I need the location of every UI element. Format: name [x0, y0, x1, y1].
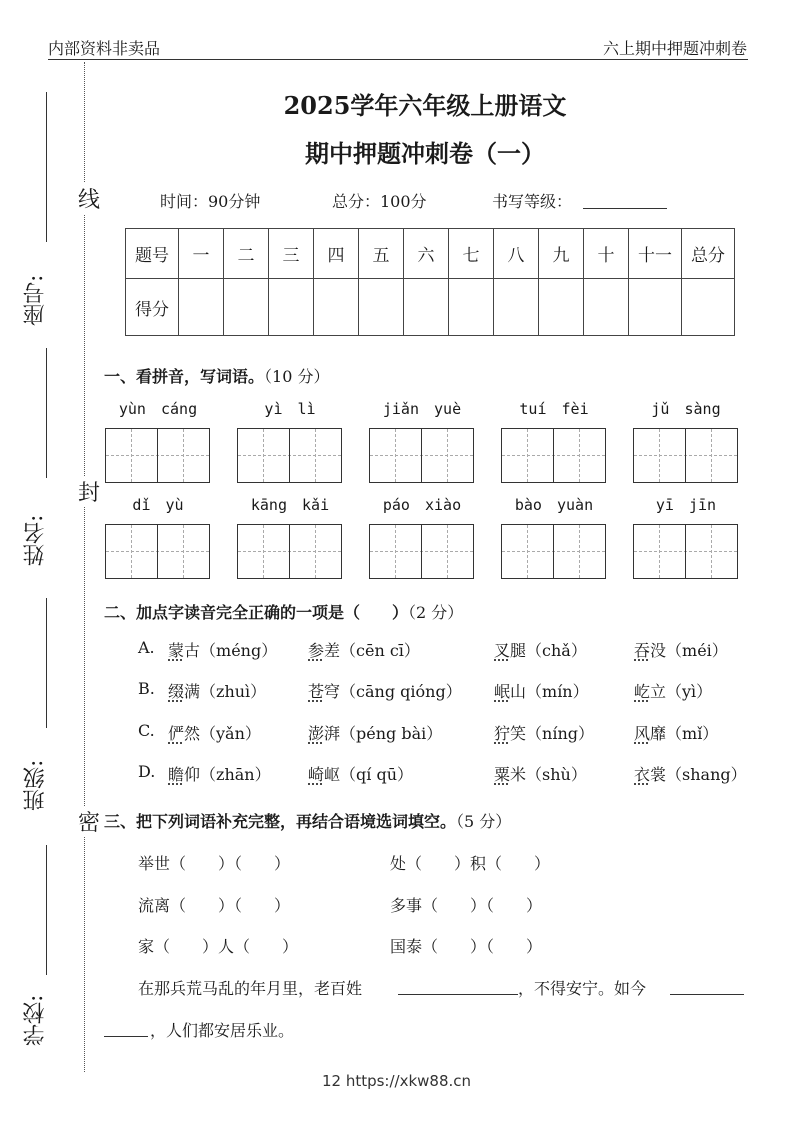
binding-line	[46, 598, 47, 728]
class-label: 班级:	[23, 759, 48, 811]
table-cell: 二	[224, 229, 269, 279]
option-item: 粟米（shù）	[494, 765, 587, 784]
option-item: 吞没（méi）	[634, 641, 728, 660]
table-cell: 三	[269, 229, 314, 279]
school-label: 学校:	[23, 994, 48, 1046]
table-cell: 九	[539, 229, 584, 279]
option-item: 俨然（yǎn）	[168, 724, 261, 743]
table-cell: 八	[494, 229, 539, 279]
idiom-fill-item[interactable]: 举世（ ）（ ）	[138, 854, 291, 873]
pinyin-label: yùn cáng	[118, 400, 198, 418]
section-2-title: 二、加点字读音完全正确的一项是（ ）（2 分）	[104, 603, 464, 622]
table-cell: 七	[449, 229, 494, 279]
score-cell[interactable]	[314, 279, 359, 336]
writing-grid[interactable]	[105, 428, 210, 483]
option-item: 衣裳（shang）	[634, 765, 747, 784]
writing-grid[interactable]	[237, 428, 342, 483]
score-cell[interactable]	[629, 279, 682, 336]
seal-char-mi: 密	[77, 806, 101, 837]
table-cell: 五	[359, 229, 404, 279]
table-cell: 十	[584, 229, 629, 279]
pinyin-label: jiǎn yuè	[382, 400, 462, 418]
title-line-1: 2025学年六年级上册语文	[283, 91, 567, 120]
pinyin-label: jǔ sàng	[651, 400, 721, 418]
writing-grid[interactable]	[237, 524, 342, 579]
context-sentence-part-1: 在那兵荒马乱的年月里，老百姓	[138, 979, 363, 998]
table-cell: 得分	[126, 279, 179, 336]
pinyin-label: páo xiào	[382, 496, 462, 514]
score-cell[interactable]	[359, 279, 404, 336]
writing-grid[interactable]	[105, 524, 210, 579]
writing-grid[interactable]	[633, 524, 738, 579]
score-cell[interactable]	[224, 279, 269, 336]
writing-grid[interactable]	[501, 524, 606, 579]
idiom-fill-item[interactable]: 处（ ）积（ ）	[390, 854, 551, 873]
score-cell[interactable]	[584, 279, 629, 336]
score-cell[interactable]	[179, 279, 224, 336]
table-cell: 题号	[126, 229, 179, 279]
score-cell[interactable]	[539, 279, 584, 336]
score-table	[125, 228, 735, 336]
pinyin-label: yī jīn	[655, 496, 717, 514]
binding-line	[46, 845, 47, 975]
writing-grid[interactable]	[501, 428, 606, 483]
table-cell: 一	[179, 229, 224, 279]
table-cell: 总分	[682, 229, 735, 279]
option-item: 澎湃（péng bài）	[308, 724, 443, 743]
score-cell[interactable]	[494, 279, 539, 336]
option-item: 岷山（mín）	[494, 682, 589, 701]
header-right: 六上期中押题冲刺卷	[602, 39, 747, 58]
score-cell[interactable]	[449, 279, 494, 336]
idiom-fill-item[interactable]: 流离（ ）（ ）	[138, 896, 291, 915]
fill-blank[interactable]	[398, 976, 518, 995]
score-table-score-row	[126, 279, 735, 336]
pinyin-label: tuí fèi	[519, 400, 589, 418]
option-item: 缀满（zhuì）	[168, 682, 267, 701]
option-item: 叉腿（chǎ）	[494, 641, 587, 660]
option-item: 参差（cēn cī）	[308, 641, 420, 660]
seat-number-label: 座号:	[23, 274, 48, 326]
idiom-fill-item[interactable]: 家（ ）人（ ）	[138, 937, 299, 956]
table-cell: 十一	[629, 229, 682, 279]
header-left: 内部资料非卖品	[48, 39, 161, 58]
writing-grid[interactable]	[633, 428, 738, 483]
fill-blank[interactable]	[670, 976, 744, 995]
fill-blank[interactable]	[104, 1018, 148, 1037]
idiom-fill-item[interactable]: 国泰（ ）（ ）	[390, 937, 543, 956]
idiom-fill-item[interactable]: 多事（ ）（ ）	[390, 896, 543, 915]
option-item: 崎岖（qí qū）	[308, 765, 414, 784]
exam-time: 时间：90分钟	[160, 192, 261, 211]
score-cell[interactable]	[682, 279, 735, 336]
table-cell: 六	[404, 229, 449, 279]
pinyin-label: yì lì	[264, 400, 316, 418]
pinyin-label: bào yuàn	[514, 496, 594, 514]
seal-char-feng: 封	[77, 476, 101, 507]
option-item: 瞻仰（zhān）	[168, 765, 271, 784]
seal-char-xian: 线	[77, 183, 101, 214]
writing-grade-label: 书写等级：	[492, 192, 573, 211]
pinyin-label: dǐ yù	[132, 496, 184, 514]
option-item: 屹立（yì）	[634, 682, 713, 701]
writing-grid[interactable]	[369, 524, 474, 579]
page-footer: 12 https://xkw88.cn	[321, 1072, 472, 1090]
option-label-c: C.	[138, 721, 155, 740]
name-label: 姓名:	[23, 514, 48, 566]
writing-grid[interactable]	[369, 428, 474, 483]
option-item: 风靡（mǐ）	[634, 724, 719, 743]
option-label-b: B.	[138, 679, 155, 698]
section-3-title: 三、把下列词语补充完整，再结合语境选词填空。（5 分）	[104, 812, 512, 831]
table-cell: 四	[314, 229, 359, 279]
total-score: 总分：100分	[332, 192, 427, 211]
option-item: 蒙古（méng）	[168, 641, 278, 660]
option-label-a: A.	[138, 638, 155, 657]
score-table-header-row	[126, 229, 735, 279]
header-rule	[48, 59, 748, 60]
title-line-2: 期中押题冲刺卷（一）	[305, 139, 545, 168]
score-cell[interactable]	[404, 279, 449, 336]
option-item: 苍穹（cāng qióng）	[308, 682, 462, 701]
binding-line	[46, 92, 47, 242]
context-sentence-part-2: ，不得安宁。如今	[518, 979, 647, 998]
context-sentence-part-3: ，人们都安居乐业。	[150, 1021, 295, 1040]
option-label-d: D.	[138, 762, 156, 781]
option-item: 狞笑（níng）	[494, 724, 594, 743]
writing-grade-blank[interactable]	[583, 190, 667, 209]
score-cell[interactable]	[269, 279, 314, 336]
binding-line	[46, 348, 47, 478]
pinyin-label: kāng kǎi	[250, 496, 330, 514]
section-1-title: 一、看拼音，写词语。（10 分）	[104, 367, 330, 386]
